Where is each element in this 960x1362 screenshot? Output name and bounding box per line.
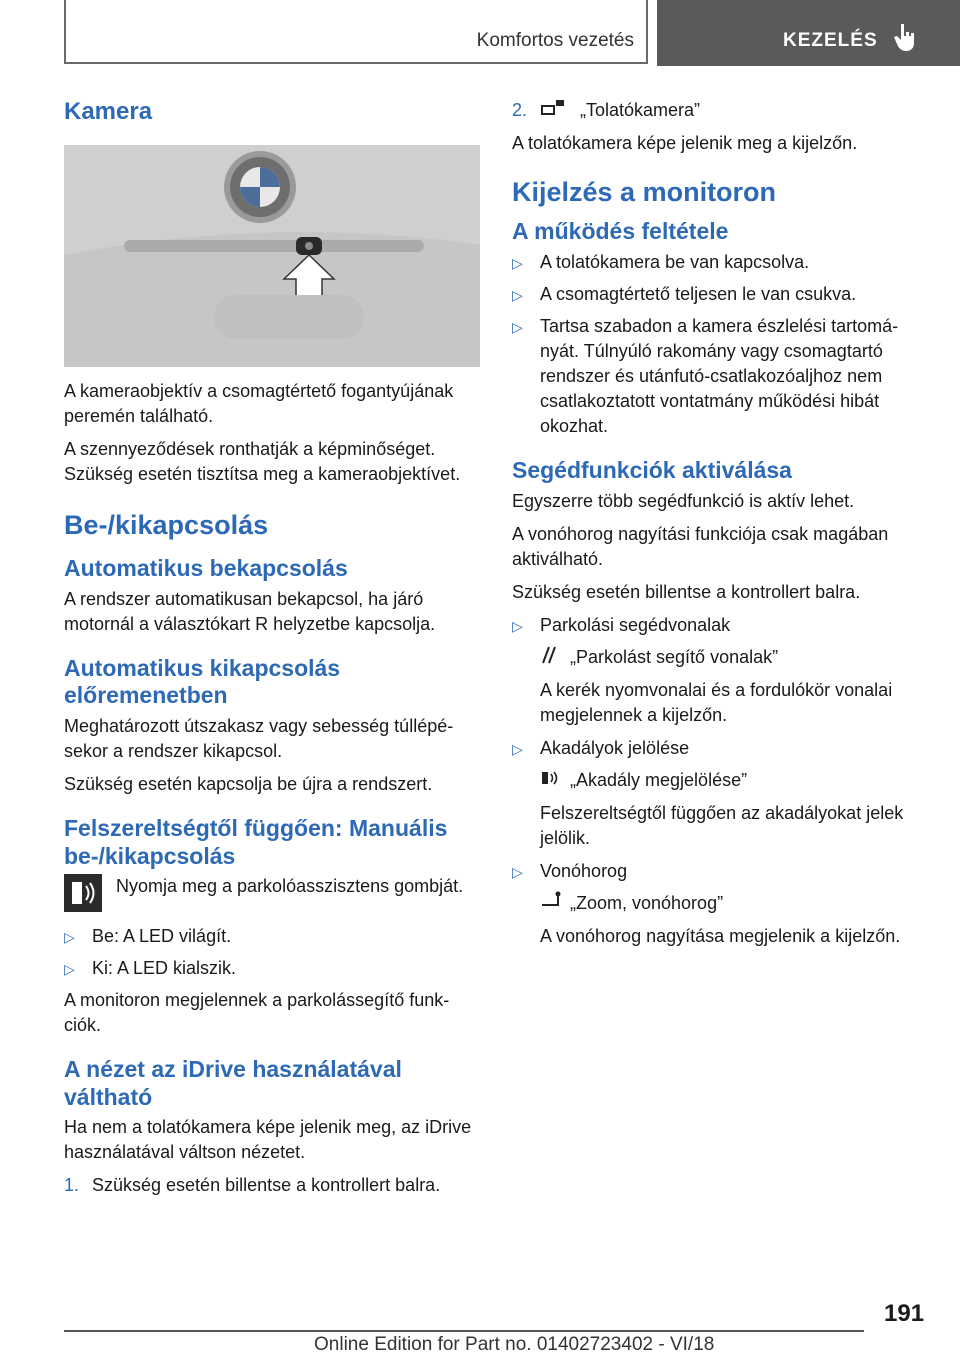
menu-entry: „Parkolást segítő vonalak”	[540, 645, 926, 672]
park-assist-row	[64, 874, 480, 912]
list-item: ▷ Parkolási segédvonalak	[512, 613, 926, 639]
assist-text-1: Egyszerre több segédfunkció is aktív lehet.	[512, 490, 855, 511]
parking-lines-icon	[540, 645, 570, 672]
list-item: ▷ Tartsa szabadon a kamera észlelési tartományát. Túlnyúló rakomány vagy csomagtartó rendszer és utánfutó-csatlakozóaljhoz nem csatlakoztatott vontatmány működési hibát okozhat.	[512, 314, 926, 439]
monitor-text: A monitoron megjelennek a parkolássegítő funkciók.	[64, 990, 450, 1036]
list-item: ▷ Be: A LED világít.	[64, 924, 480, 950]
chapter-label: KEZELÉS	[783, 30, 878, 51]
idrive-text: Ha nem a tolatókamera képe jelenik meg, az iDrive használatával váltson nézetet.	[64, 1117, 472, 1163]
page-number: 191	[884, 1300, 925, 1327]
auto-off-heading: Automatikus kikapcsolás előremenetben	[64, 654, 341, 709]
list-item: ▷ Ki: A LED kialszik.	[64, 956, 480, 982]
item-description: A vonóhorog nagyítása megjelenik a kijelzőn.	[540, 925, 901, 946]
pointing-hand-icon	[893, 22, 917, 57]
auto-off-text: Meghatározott útszakasz vagy sebesség túllépésekor a rendszer kikapcsol.	[64, 715, 454, 761]
list-item: ▷ A csomagtértető teljesen le van csukva.	[512, 282, 926, 308]
list-item: ▷ Akadályok jelölése	[512, 736, 926, 762]
footer-divider	[64, 1330, 864, 1332]
list-item: ▷ Vonóhorog	[512, 859, 926, 885]
tow-hitch-icon	[540, 891, 570, 918]
triangle-bullet-icon: ▷	[512, 286, 523, 303]
section-title: Komfortos vezetés	[476, 30, 634, 51]
item-description: A kerék nyomvonalai és a fordulókör vonalai megjelennek a kijelzőn.	[540, 679, 893, 725]
triangle-bullet-icon: ▷	[512, 863, 523, 880]
rear-camera-menu-icon	[540, 98, 580, 125]
triangle-bullet-icon: ▷	[64, 961, 75, 978]
onoff-heading: Be-/kikapcsolás	[64, 509, 269, 540]
conditions-heading: A működés feltétele	[512, 218, 729, 245]
auto-on-text: A rendszer automatikusan bekapcsol, ha járó motornál a választókart R helyzetbe kapcsolja.	[64, 588, 436, 634]
triangle-bullet-icon: ▷	[512, 254, 523, 271]
display-heading: Kijelzés a monitoron	[512, 177, 777, 207]
list-item: ▷ A tolatókamera be van kapcsolva.	[512, 250, 926, 276]
step-1: 1. Szükség esetén billentse a kontrollert balra.	[64, 1175, 441, 1196]
right-column	[512, 98, 926, 957]
left-column	[64, 98, 480, 1204]
menu-entry: „Zoom, vonóhorog”	[540, 891, 926, 918]
assist-heading: Segédfunkciók aktiválása	[512, 456, 792, 483]
auto-off-text-2: Szükség esetén kapcsolja be újra a rendszert.	[64, 773, 433, 794]
camera-heading: Kamera	[64, 98, 153, 125]
header-section-tab	[64, 0, 648, 64]
obstacle-marking-icon	[540, 768, 570, 795]
rear-camera-photo	[64, 145, 480, 367]
triangle-bullet-icon: ▷	[512, 740, 523, 757]
assist-text-2: A vonóhorog nagyítási funkciója csak magában aktiválható.	[512, 523, 889, 569]
item-description: Felszereltségtől függően az akadályokat jelek jelölik.	[540, 802, 904, 848]
step-2-result: A tolatókamera képe jelenik meg a kijelzőn.	[512, 133, 858, 153]
camera-dirt-text: A szennyeződések ronthatják a képminőséget. Szükség esetén tisztítsa meg a kameraobjektívet.	[64, 438, 461, 484]
triangle-bullet-icon: ▷	[512, 617, 523, 634]
manual-heading: Felszereltségtől függően: Manuális be-/kikapcsolás	[64, 814, 448, 869]
header-chapter-tab[interactable]	[657, 0, 960, 66]
triangle-bullet-icon: ▷	[64, 929, 75, 946]
assist-text-3: Szükség esetén billentse a kontrollert balra.	[512, 581, 861, 602]
menu-entry: „Akadály megjelölése”	[540, 768, 926, 795]
idrive-heading: A nézet az iDrive használatával váltható	[64, 1056, 402, 1110]
camera-location-text: A kameraobjektív a csomagtértető fogantyújának peremén található.	[64, 380, 454, 426]
manual-text: Nyomja meg a parkolóasszisztens gombját.	[116, 876, 464, 897]
edition-text: Online Edition for Part no. 01402723402 - VI/18	[314, 1334, 715, 1355]
triangle-bullet-icon: ▷	[512, 318, 523, 335]
auto-on-heading: Automatikus bekapcsolás	[64, 555, 348, 582]
step-2: 2. „Tolatókamera”	[512, 98, 926, 125]
park-assist-button-icon	[64, 874, 102, 912]
